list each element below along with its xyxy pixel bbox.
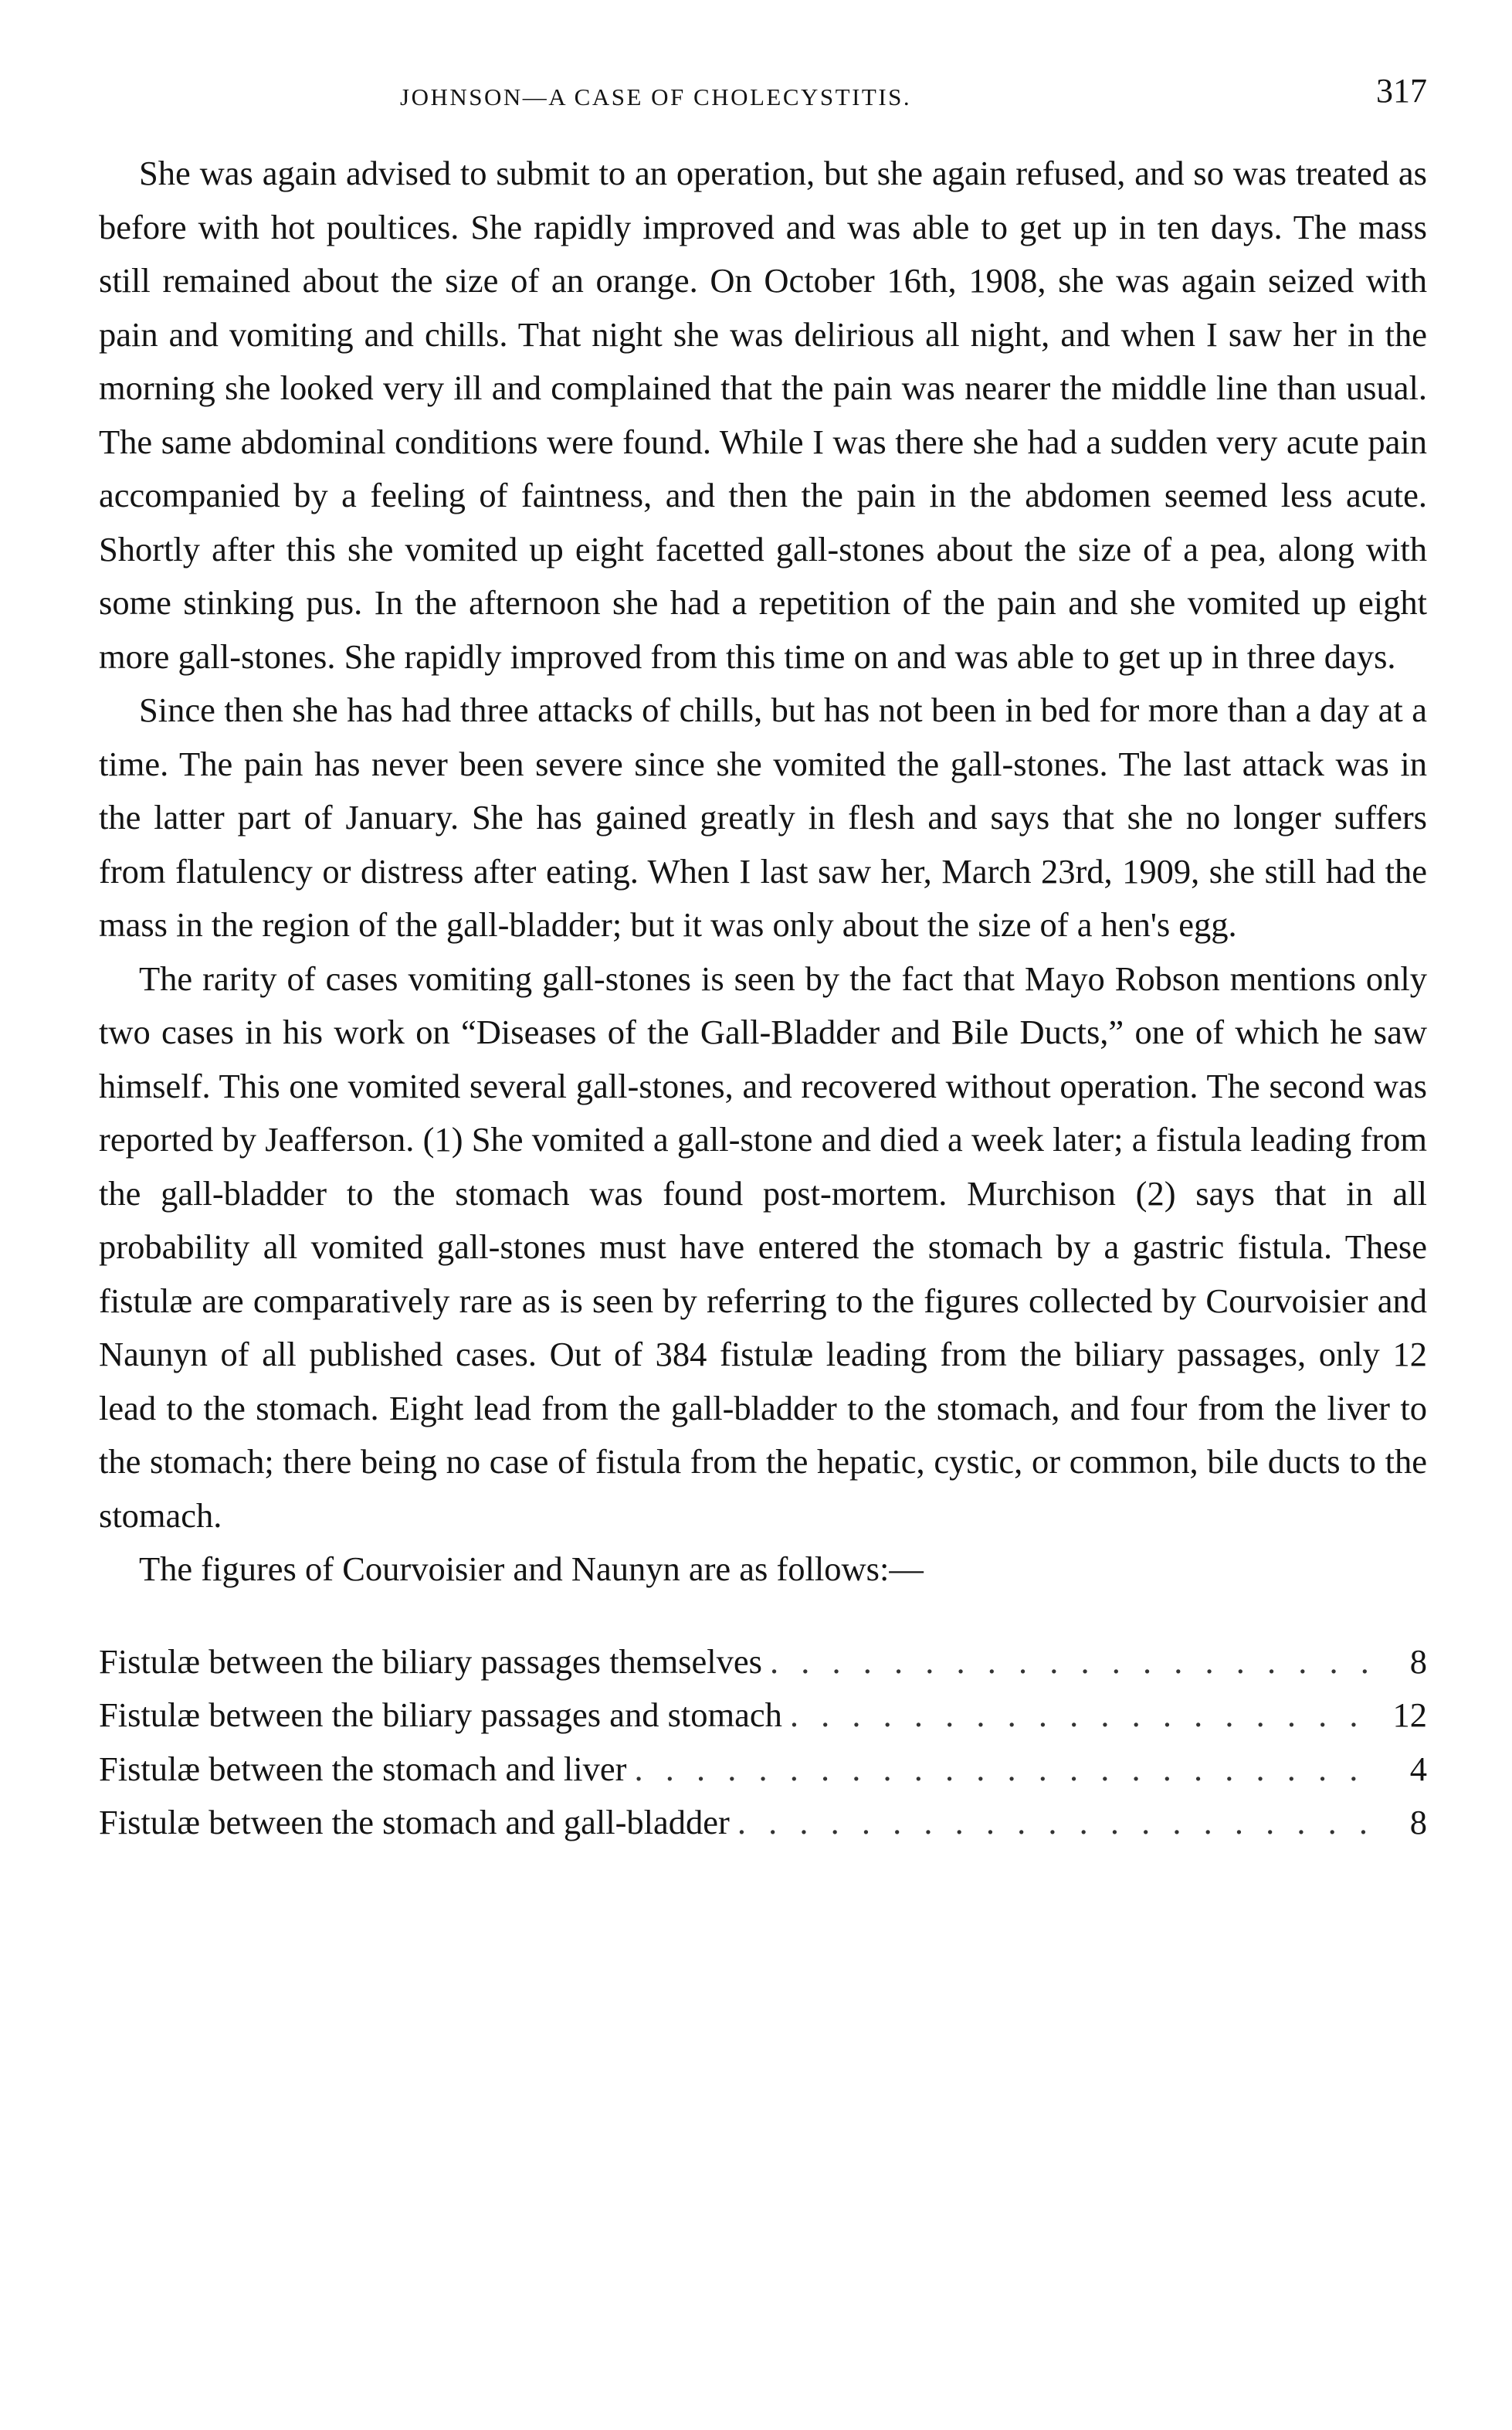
running-header bbox=[99, 66, 1427, 120]
row-value: 8 bbox=[1409, 1803, 1427, 1841]
fistulae-table bbox=[99, 1635, 1427, 1850]
running-title: JOHNSON—A CASE OF CHOLECYSTITIS. bbox=[400, 83, 912, 110]
row-label: Fistulæ between the biliary passages and stomach bbox=[99, 1695, 782, 1734]
book-page bbox=[99, 66, 1427, 1850]
paragraph-3: The rarity of cases vomiting gall-stones is seen by the fact that Mayo Robson mentions only two cases in his work on “Diseases of the Gall-Bladder and Bile Ducts,” one of which he saw himself. This one vomited several gall-stones, and recovered without operation. The second was reported by Jeafferson. (1) She vomited a gall-stone and died a week later; a fistula leading from the gall-bladder to the stomach was found post-mortem. Murchison (2) says that in all probability all vomited gall-stones must have entered the stomach by a gastric fistula. These fistulæ are comparatively rare as is seen by referring to the figures collected by Courvoisier and Naunyn of all published cases. Out of 384 fistulæ leading from the biliary passages, only 12 lead to the stomach. Eight lead from the gall-bladder to the stomach, and four from the liver to the stomach; there being no case of fistula from the hepatic, cystic, or common, bile ducts to the stomach. bbox=[99, 959, 1427, 1535]
paragraph-2: Since then she has had three attacks of chills, but has not been in bed for more than a day at a time. The pain has never been severe since she vomited the gall-stones. The last attack was in the latter part of January. She has gained greatly in flesh and says that she no longer suffers from flatulency or distress after eating. When I last saw her, March 23rd, 1909, she still had the mass in the region of the gall-bladder; but it was only about the size of a hen's egg. bbox=[99, 691, 1427, 944]
row-label: Fistulæ between the biliary passages themselves bbox=[99, 1641, 762, 1681]
row-value: 4 bbox=[1409, 1749, 1427, 1788]
leader-dots bbox=[634, 1743, 1373, 1797]
table-intro: The figures of Courvoisier and Naunyn are as follows:— bbox=[139, 1549, 924, 1588]
leader-dots bbox=[770, 1635, 1373, 1689]
row-label: Fistulæ between the stomach and liver bbox=[99, 1749, 627, 1788]
table-row bbox=[99, 1796, 1427, 1850]
paragraph-1: She was again advised to submit to an operation, but she again refused, and so was treated as before with hot poultices. She rapidly improved and was able to get up in ten days. The mass still remained about the size of an orange. On October 16th, 1908, she was again seized with pain and vomiting and chills. That night she was delirious all night, and when I saw her in the morning she looked very ill and complained that the pain was nearer the middle line than usual. The same abdominal conditions were found. While I was there she had a sudden very acute pain accompanied by a feeling of faintness, and then the pain in the abdomen seemed less acute. Shortly after this she vomited up eight facetted gall-stones about the size of a pea, along with some stinking pus. In the afternoon she had a repetition of the pain and she vomited up eight more gall-stones. She rapidly improved from this time on and was able to get up in three days. bbox=[99, 154, 1427, 676]
row-value: 8 bbox=[1409, 1641, 1427, 1681]
row-value: 12 bbox=[1392, 1695, 1427, 1734]
article-body bbox=[99, 147, 1427, 1597]
leader-dots bbox=[790, 1688, 1373, 1743]
table-row bbox=[99, 1688, 1427, 1743]
table-row bbox=[99, 1743, 1427, 1797]
page-number: 317 bbox=[1376, 72, 1427, 110]
row-label: Fistulæ between the stomach and gall-bladder bbox=[99, 1803, 730, 1841]
table-row bbox=[99, 1635, 1427, 1689]
leader-dots bbox=[737, 1796, 1373, 1850]
